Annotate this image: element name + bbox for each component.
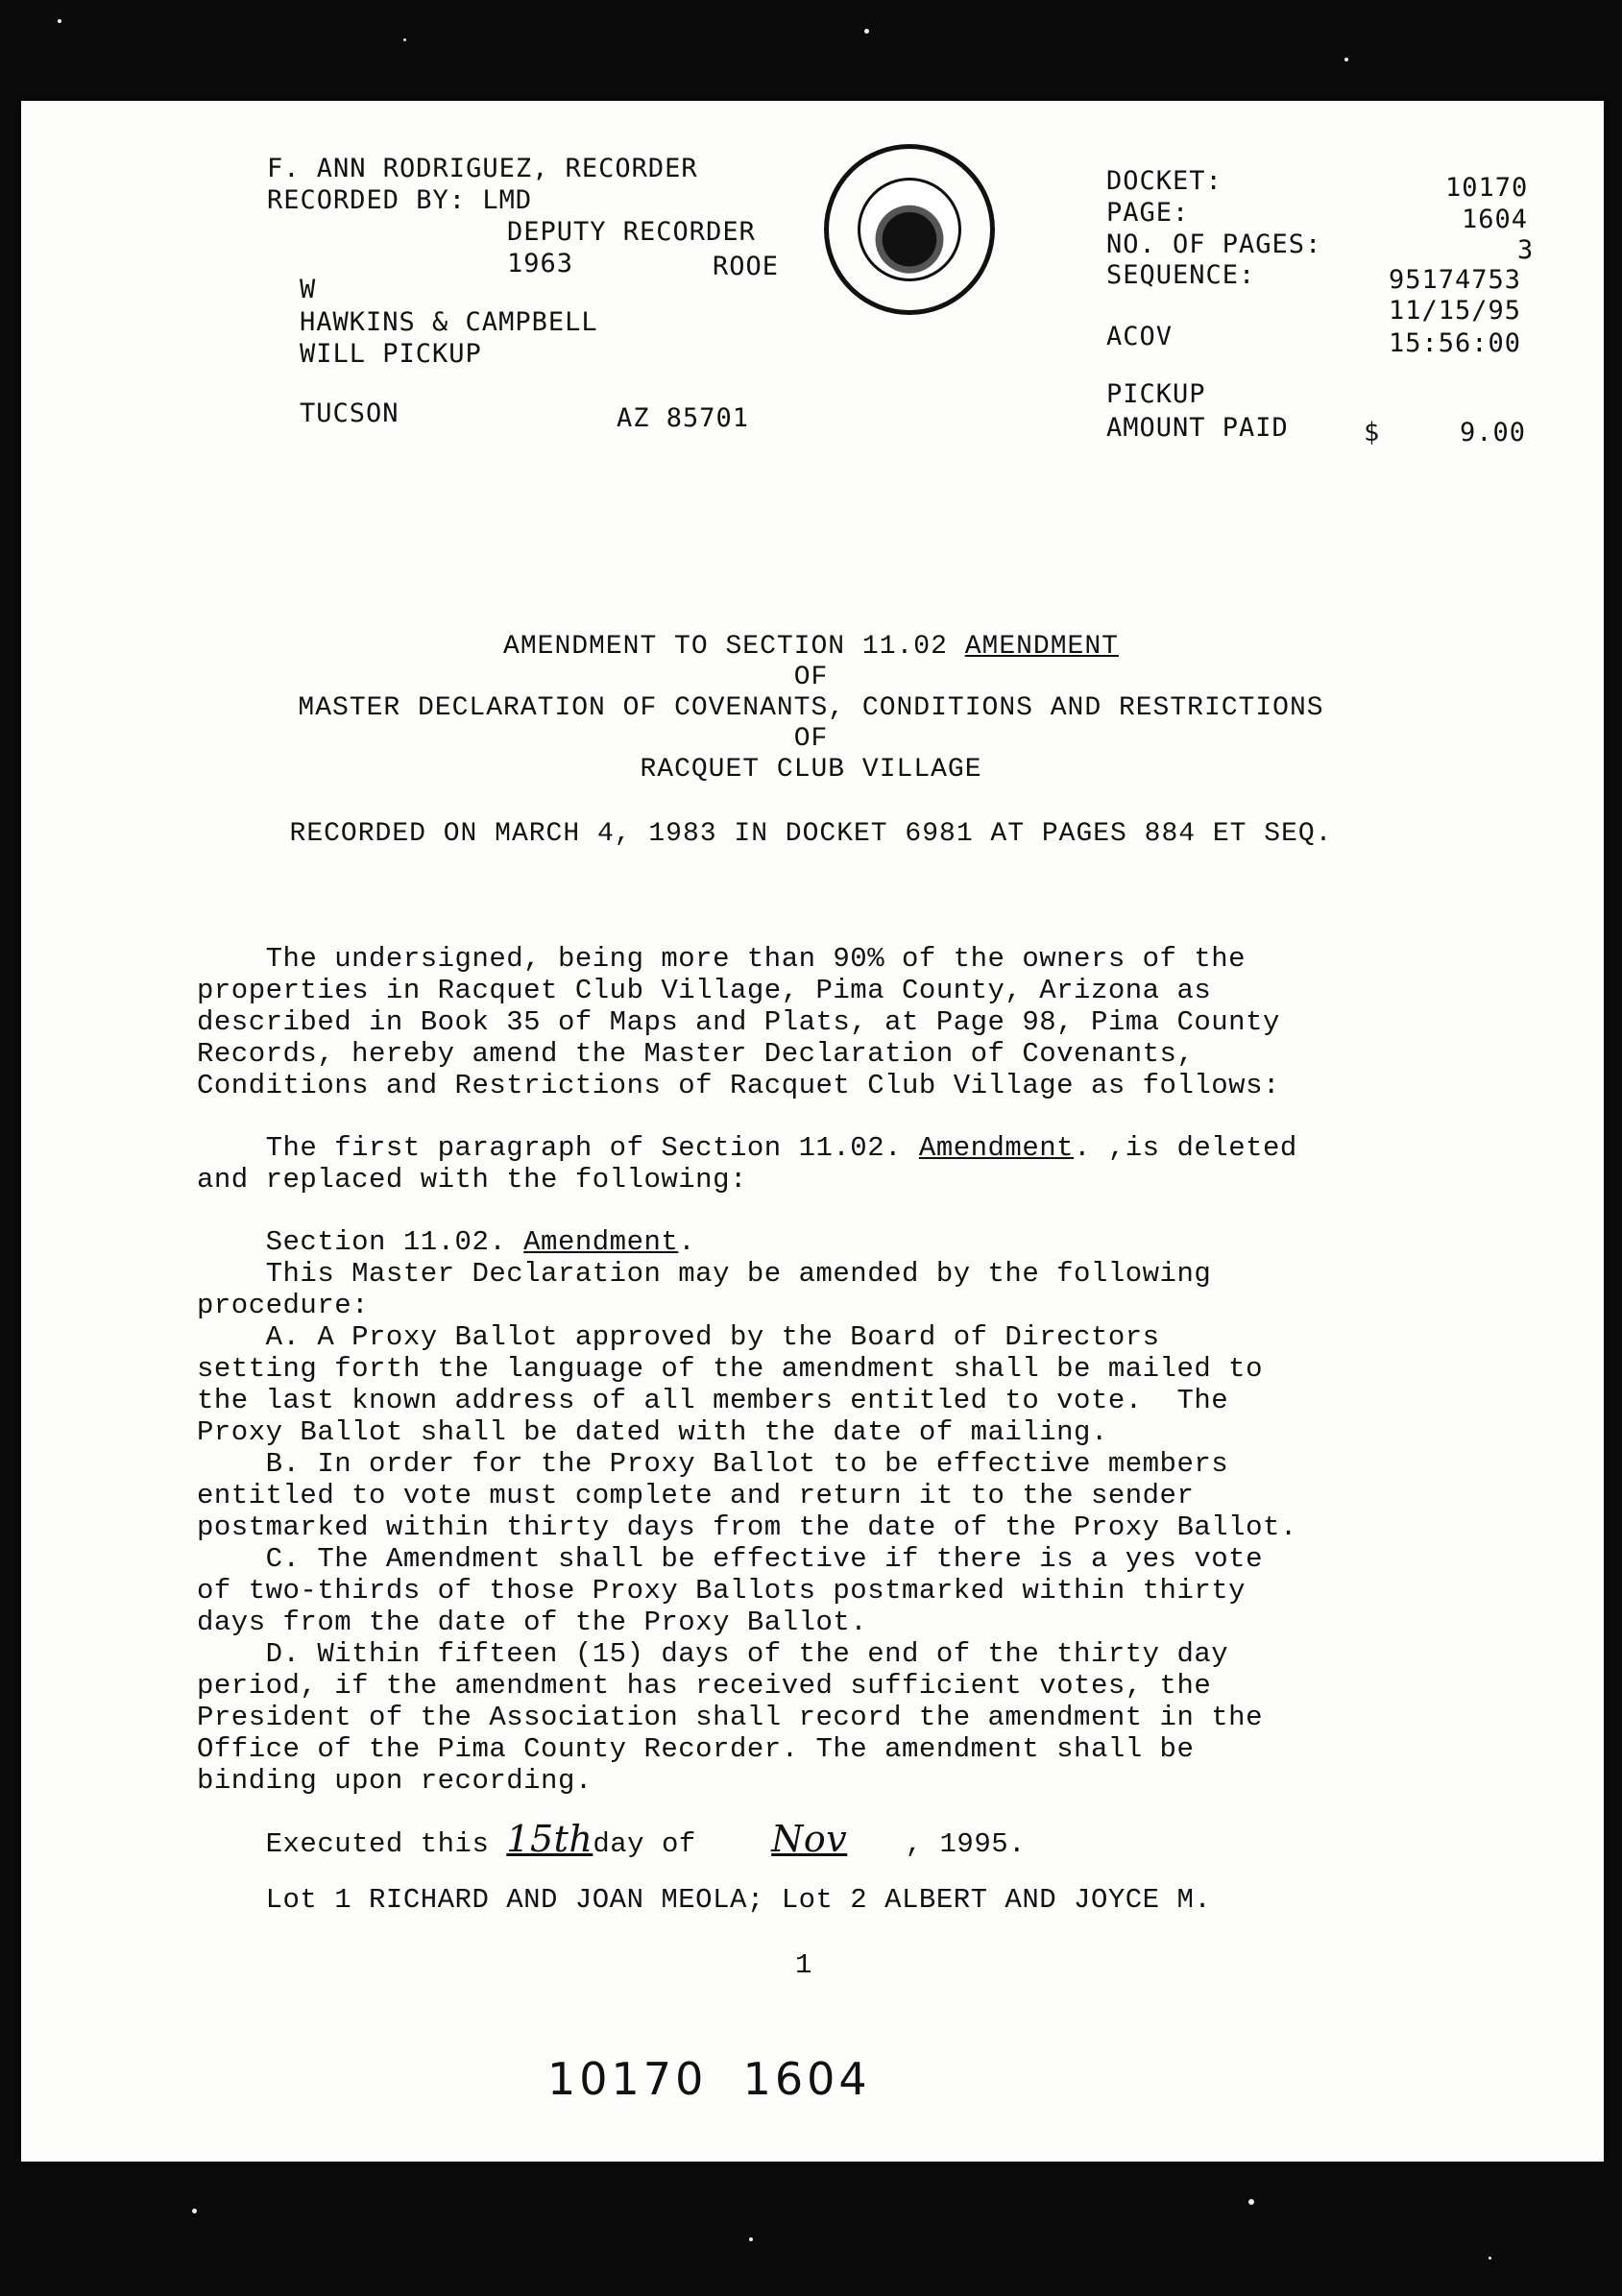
body-p3-line: Proxy Ballot shall be dated with the date of mailing. [197, 1416, 1108, 1448]
body-p3-line: of two-thirds of those Proxy Ballots postmarked within thirty [197, 1575, 1247, 1607]
docket-value: 10170 [1445, 173, 1529, 203]
section-heading-end: . [678, 1226, 696, 1258]
acov-label: ACOV [1106, 322, 1174, 351]
recorder-code-number: 1963 [507, 249, 574, 278]
body-p2-line-2: and replaced with the following: [197, 1164, 747, 1196]
page-label: PAGE: [1106, 198, 1190, 228]
speck [1248, 2199, 1254, 2205]
title-line-2: MASTER DECLARATION OF COVENANTS, CONDITIONS AND RESTRICTIONS [298, 693, 1324, 723]
seal-emblem-icon [858, 178, 961, 281]
executed-line [197, 1818, 1026, 1860]
section-heading-text: Section 11.02. [197, 1226, 524, 1258]
recorded-by: RECORDED BY: LMD [267, 185, 533, 215]
body-p3-line: the last known address of all members entitled to vote. The [197, 1385, 1229, 1416]
executed-month-handwritten: Nov [771, 1818, 848, 1860]
state-zip: AZ 85701 [617, 403, 750, 433]
recorder-w: W [300, 275, 317, 304]
executed-year-text: , 1995. [905, 1828, 1027, 1860]
title-line-1-text: AMENDMENT TO SECTION 11.02 [503, 632, 965, 662]
speck [1489, 2257, 1491, 2260]
speck [192, 2209, 197, 2213]
title-of-2: OF [793, 724, 829, 754]
docket-label: DOCKET: [1106, 166, 1223, 196]
body-p3-line: postmarked within thirty days from the date of the Proxy Ballot. [197, 1511, 1297, 1543]
p2-text: The first paragraph of Section 11.02. [197, 1132, 919, 1164]
sequence-label: SEQUENCE: [1106, 260, 1256, 290]
county-seal-icon [824, 144, 995, 315]
body-p2-line [197, 1132, 1297, 1164]
body-p3-line: entitled to vote must complete and return it to the sender [197, 1480, 1195, 1511]
sequence-value: 95174753 [1389, 265, 1522, 295]
page-value: 1604 [1462, 205, 1529, 234]
body-p3-line: setting forth the language of the amendment shall be mailed to [197, 1353, 1263, 1385]
amount-paid-label: AMOUNT PAID [1106, 413, 1289, 443]
pages-label: NO. OF PAGES: [1106, 230, 1322, 259]
body-p3-line: days from the date of the Proxy Ballot. [197, 1607, 868, 1638]
speck [749, 2237, 753, 2241]
recorded-line: RECORDED ON MARCH 4, 1983 IN DOCKET 6981 AT PAGES 884 ET SEQ. [289, 819, 1333, 849]
record-date: 11/15/95 [1389, 296, 1522, 326]
section-heading-underlined: Amendment [523, 1226, 679, 1258]
recorder-code-text: ROOE [713, 252, 780, 281]
p2-underlined: Amendment [918, 1132, 1075, 1164]
body-p3-line: binding upon recording. [197, 1765, 593, 1797]
body-p1-line: Records, hereby amend the Master Declaration of Covenants, [197, 1038, 1195, 1070]
speck [864, 29, 869, 34]
body-p1-line: Conditions and Restrictions of Racquet Club Village as follows: [197, 1070, 1280, 1101]
body-p3-line: This Master Declaration may be amended by the following [197, 1258, 1212, 1290]
executed-day-handwritten: 15th [506, 1818, 593, 1860]
body-p3-line: C. The Amendment shall be effective if there is a yes vote [197, 1543, 1263, 1575]
city: TUCSON [300, 399, 399, 428]
pickup-note: WILL PICKUP [300, 339, 482, 369]
body-p3-line: D. Within fifteen (15) days of the end of the thirty day [197, 1638, 1229, 1670]
body-p3-line: President of the Association shall record the amendment in the [197, 1702, 1263, 1733]
title-line-1 [0, 632, 1622, 662]
record-time: 15:56:00 [1389, 328, 1522, 358]
bottom-docket-stamp: 10170 1604 [547, 2053, 871, 2105]
body-p3-line: A. A Proxy Ballot approved by the Board of Directors [197, 1321, 1160, 1353]
page-number: 1 [795, 1949, 812, 1981]
body-p1-line: properties in Racquet Club Village, Pima County, Arizona as [197, 975, 1212, 1006]
executed-text: Executed this [197, 1828, 507, 1860]
title-line-3: RACQUET CLUB VILLAGE [640, 755, 982, 785]
body-p3-line: B. In order for the Proxy Ballot to be effective members [197, 1448, 1229, 1480]
speck [1344, 58, 1348, 61]
p2-text-end: . ,is deleted [1074, 1132, 1297, 1164]
title-of-1: OF [793, 663, 829, 692]
amount-paid-value: 9.00 [1460, 418, 1527, 447]
speck [58, 19, 61, 23]
title-line-1-underlined: AMENDMENT [964, 632, 1119, 662]
body-p3-line: procedure: [197, 1290, 370, 1321]
speck [403, 38, 406, 41]
pages-value: 3 [1517, 235, 1535, 265]
executed-mid-text: day of [593, 1828, 714, 1860]
pickup-label: PICKUP [1106, 379, 1206, 409]
firm-name: HAWKINS & CAMPBELL [300, 307, 598, 337]
deputy-recorder: DEPUTY RECORDER [507, 217, 756, 247]
body-p3-line: Office of the Pima County Recorder. The amendment shall be [197, 1733, 1195, 1765]
section-heading [197, 1226, 695, 1258]
amount-currency: $ [1364, 418, 1381, 447]
body-p1-line: described in Book 35 of Maps and Plats, at Page 98, Pima County [197, 1006, 1280, 1038]
lots-line: Lot 1 RICHARD AND JOAN MEOLA; Lot 2 ALBERT AND JOYCE M. [197, 1884, 1212, 1916]
body-p3-line: period, if the amendment has received sufficient votes, the [197, 1670, 1212, 1702]
body-p1-line: The undersigned, being more than 90% of the owners of the [197, 943, 1247, 975]
recorder-name: F. ANN RODRIGUEZ, RECORDER [267, 154, 698, 183]
